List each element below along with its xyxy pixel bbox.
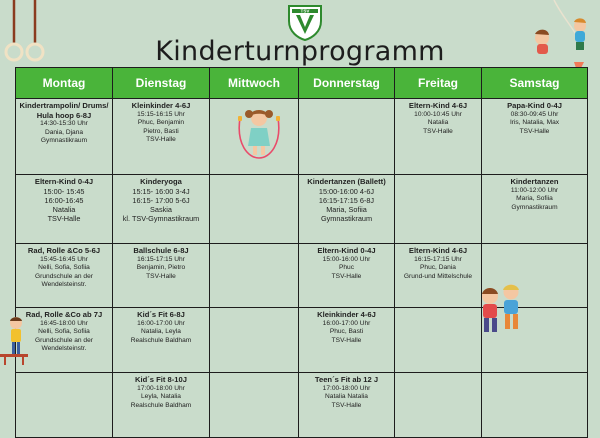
class-detail: Natalia Natalia xyxy=(325,393,368,401)
class-title: Teen´s Fit ab 12 J xyxy=(314,375,379,384)
class-cell-thursday xyxy=(299,373,395,438)
schedule-row xyxy=(16,99,588,175)
class-detail: TSV-Halle xyxy=(331,401,362,409)
class-title: Papa-Kind 0-4J xyxy=(507,101,562,110)
class-cell-monday xyxy=(16,99,113,175)
day-header-thursday: Donnerstag xyxy=(299,68,395,99)
page-title: Kinderturnprogramm xyxy=(155,36,445,67)
class-detail: Grund-und Mittelschule xyxy=(403,272,473,280)
class-cell-friday xyxy=(395,175,482,244)
class-title: Kindertrampolin/ Drums/ Hula hoop 6-8J xyxy=(19,101,109,120)
class-cell-wednesday xyxy=(210,244,299,308)
class-detail: 17:00-18:00 Uhr xyxy=(137,384,185,392)
class-detail: Phuc, Basti xyxy=(329,328,364,336)
class-detail: Phuc, Benjamin xyxy=(137,119,185,127)
class-detail: 15:00-16:00 4-6J xyxy=(318,186,375,196)
class-detail: kl. TSV-Gymnastikraum xyxy=(122,214,200,224)
class-cell-thursday xyxy=(299,308,395,373)
class-cell-saturday xyxy=(482,99,588,175)
class-detail: Maria, Sofiia xyxy=(516,195,553,203)
class-detail: Nelli, Sofia, Sofiia xyxy=(38,328,90,336)
class-cell-wednesday xyxy=(210,308,299,373)
class-detail: 16:00-17:00 Uhr xyxy=(137,319,185,327)
class-detail: TSV-Halle xyxy=(331,336,362,344)
day-header-row xyxy=(16,68,588,99)
class-cell-friday xyxy=(395,99,482,175)
class-title: Ballschule 6-8J xyxy=(133,246,189,255)
class-title: Kinderyoga xyxy=(140,177,182,186)
class-detail: Grundschule an der xyxy=(35,336,93,344)
class-cell-saturday xyxy=(482,373,588,438)
day-header-saturday: Samstag xyxy=(482,68,588,99)
class-detail: TSV-Halle xyxy=(423,127,453,135)
class-detail: 10:00-10:45 Uhr xyxy=(414,110,462,118)
class-detail: 17:00-18:00 Uhr xyxy=(322,384,371,392)
class-cell-monday xyxy=(16,175,113,244)
class-cell-monday xyxy=(16,244,113,308)
class-title: Kid´s Fit 8-10J xyxy=(135,375,187,384)
class-detail: Benjamin, Pietro xyxy=(136,264,186,272)
gymnastics-rings-illustration xyxy=(2,0,52,66)
class-detail: Pietro, Basti xyxy=(143,127,179,135)
class-detail: Saskia xyxy=(150,204,172,214)
class-detail: 16:45-18:00 Uhr xyxy=(40,319,88,327)
class-detail: TSV-Halle xyxy=(47,214,81,224)
class-detail: 16:00-17:00 Uhr xyxy=(322,319,371,327)
class-title: Eltern-Kind 0-4J xyxy=(317,246,376,255)
class-detail: Maria, Sofiia xyxy=(326,204,367,214)
class-detail: Natalia xyxy=(52,204,76,214)
class-cell-monday xyxy=(16,308,113,373)
class-detail: 15:00- 15:45 xyxy=(43,186,85,196)
class-title: Eltern-Kind 4-6J xyxy=(408,246,468,255)
class-cell-friday xyxy=(395,373,482,438)
class-detail: Phuc, Dania xyxy=(420,264,456,272)
schedule-table xyxy=(15,67,588,438)
class-detail: TSV-Halle xyxy=(519,127,550,135)
class-detail: 16:15-17:15 Uhr xyxy=(414,255,462,263)
schedule-row xyxy=(16,175,588,244)
class-cell-monday xyxy=(16,373,113,438)
class-cell-tuesday xyxy=(113,175,210,244)
class-detail: Phuc xyxy=(338,264,355,272)
class-cell-thursday xyxy=(299,175,395,244)
class-detail: Wendelsteinstr. xyxy=(41,345,87,353)
class-title: Kindertanzen (Ballett) xyxy=(307,177,386,186)
balance-beam-boy-illustration xyxy=(0,314,28,366)
class-cell-tuesday xyxy=(113,373,210,438)
class-detail: TSV-Halle xyxy=(146,272,176,280)
day-header-friday: Freitag xyxy=(395,68,482,99)
class-cell-thursday xyxy=(299,244,395,308)
class-detail: Grundschule an der xyxy=(35,272,93,280)
class-title: Kindertanzen xyxy=(510,177,559,186)
class-detail: 16:00-16:45 xyxy=(44,195,84,205)
class-cell-saturday xyxy=(482,175,588,244)
class-cell-wednesday xyxy=(210,373,299,438)
class-detail: 15:45-16:45 Uhr xyxy=(40,255,88,263)
class-detail: Realschule Baldham xyxy=(130,401,192,409)
class-detail: TSV-Halle xyxy=(331,272,362,280)
class-detail: 16:15-17:15 Uhr xyxy=(137,255,185,263)
class-detail: 15:15-16:15 Uhr xyxy=(137,110,185,118)
class-detail: 08:30-09:45 Uhr xyxy=(510,110,559,118)
class-detail: Natalia xyxy=(427,119,449,127)
class-detail: Gymnastikraum xyxy=(320,214,373,224)
class-detail: 15:15- 16:00 3-4J xyxy=(132,186,190,196)
class-detail: Iris, Natalia, Max xyxy=(509,119,560,127)
class-detail: 16:15-17:15 6-8J xyxy=(318,195,375,205)
class-detail: Wendelsteinstr. xyxy=(41,281,87,289)
day-header-monday: Montag xyxy=(16,68,113,99)
class-detail: Gymnastikraum xyxy=(511,203,558,211)
schedule-row xyxy=(16,373,588,438)
schedule-body xyxy=(16,99,588,438)
class-detail: Natalia, Leyla xyxy=(141,328,181,336)
class-title: Kid´s Fit 6-8J xyxy=(137,310,185,319)
class-cell-friday xyxy=(395,308,482,373)
jump-rope-girl-illustration xyxy=(234,104,284,160)
class-cell-friday xyxy=(395,244,482,308)
class-detail: TSV-Halle xyxy=(146,136,176,144)
class-title: Eltern-Kind 0-4J xyxy=(34,177,94,186)
class-detail: 14:30-15:30 Uhr xyxy=(40,120,88,127)
class-title: Rad, Rolle &Co 5-6J xyxy=(27,246,101,255)
class-title: Rad, Rolle &Co ab 7J xyxy=(25,310,103,319)
class-detail: Leyla, Natalia xyxy=(141,393,181,401)
class-detail: 11:00-12:00 Uhr xyxy=(510,186,559,194)
logo-text: TSV xyxy=(300,8,310,14)
class-detail: Realschule Baldham xyxy=(130,336,192,344)
class-title: Kleinkinder 4-6J xyxy=(131,101,191,110)
class-cell-wednesday xyxy=(210,175,299,244)
class-cell-tuesday xyxy=(113,99,210,175)
class-cell-thursday xyxy=(299,99,395,175)
class-detail: Dania, Djana xyxy=(44,128,84,136)
class-title: Eltern-Kind 4-6J xyxy=(408,101,468,110)
playing-kids-illustration xyxy=(474,282,530,340)
day-header-tuesday: Dienstag xyxy=(113,68,210,99)
day-header-wednesday: Mittwoch xyxy=(210,68,299,99)
class-detail: 16:15- 17:00 5-6J xyxy=(132,195,190,205)
class-detail: Nelli, Sofia, Sofiia xyxy=(38,264,90,272)
class-cell-tuesday xyxy=(113,244,210,308)
class-detail: 15:00-16:00 Uhr xyxy=(322,255,371,263)
class-detail: Gymnastikraum xyxy=(40,137,88,145)
class-cell-tuesday xyxy=(113,308,210,373)
class-title: Kleinkinder 4-6J xyxy=(317,310,376,319)
